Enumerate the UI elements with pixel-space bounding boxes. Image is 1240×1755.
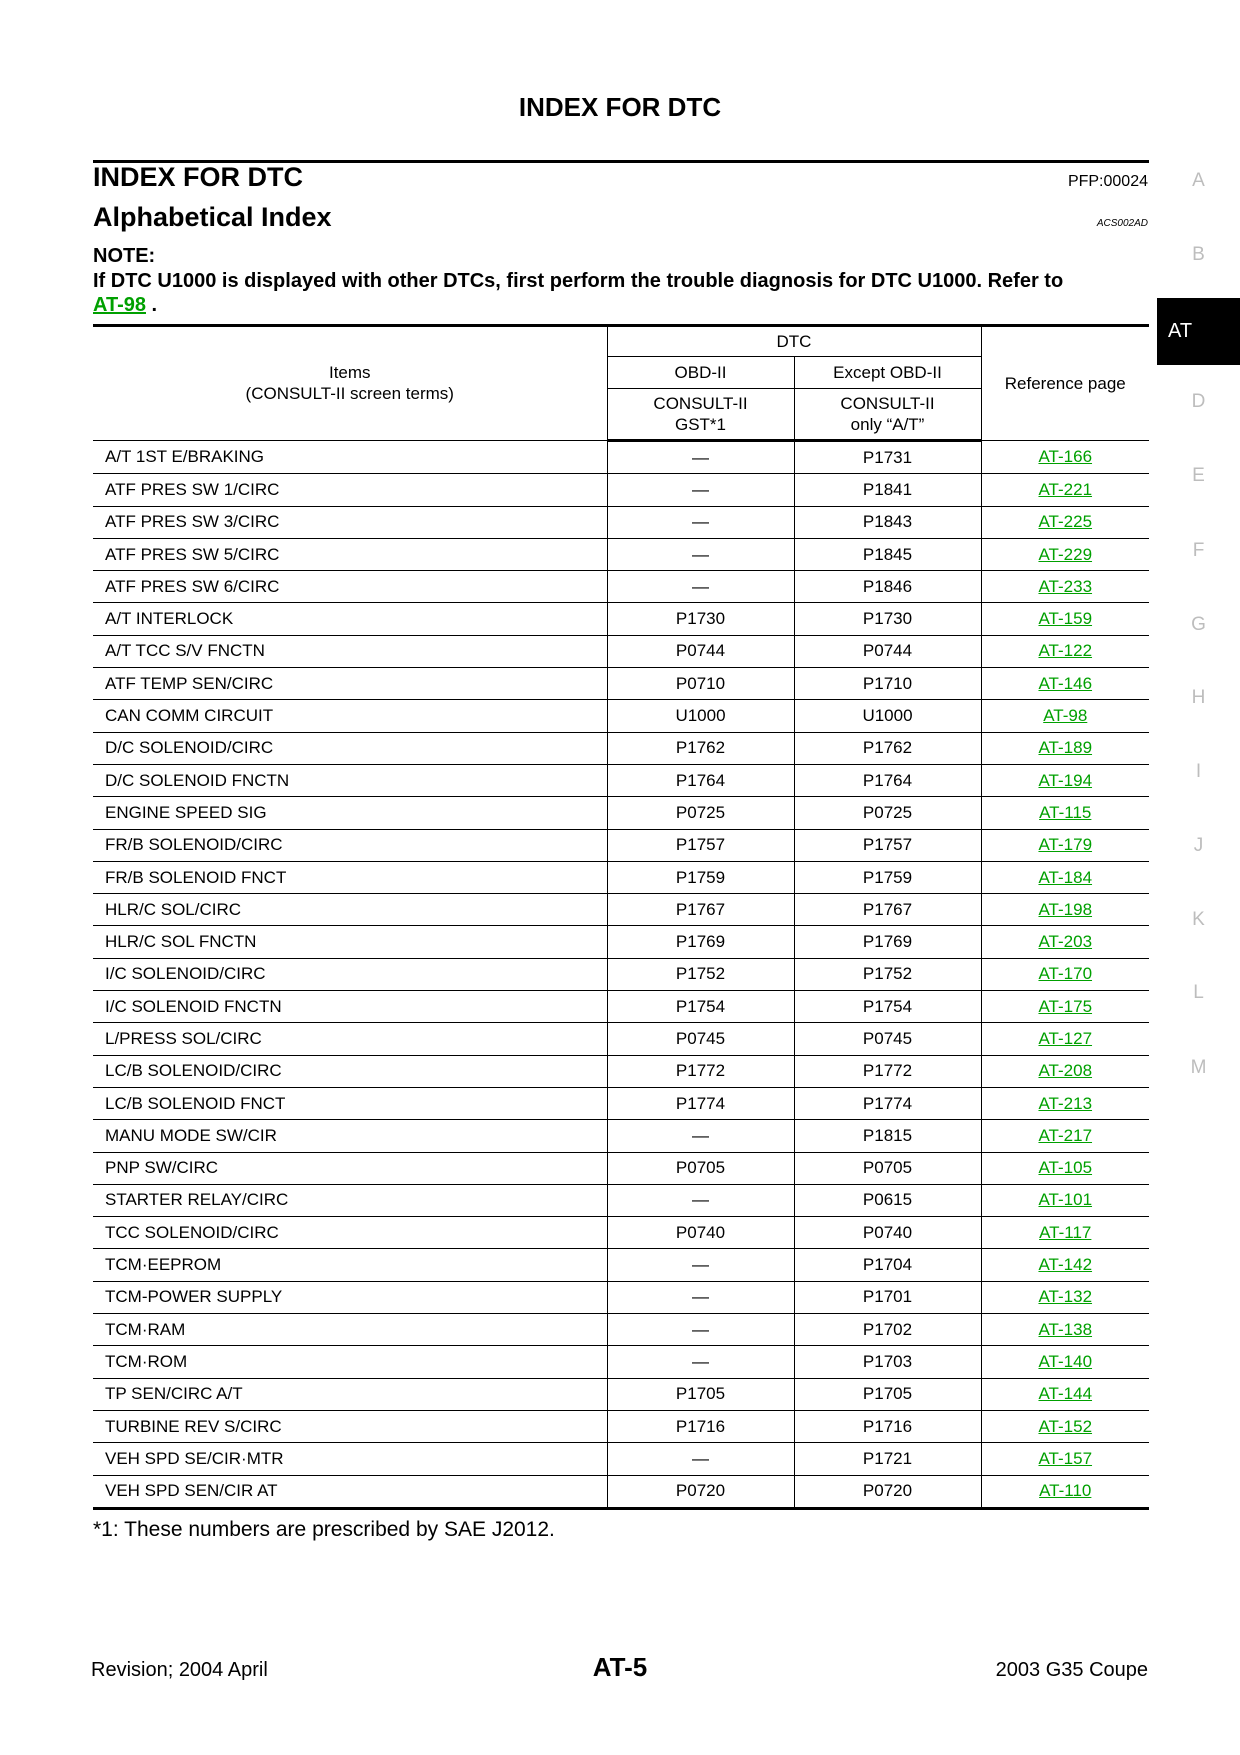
side-tab-f[interactable]: F — [1192, 540, 1205, 561]
table-row — [93, 764, 1149, 796]
reference-cell — [981, 958, 1149, 990]
except-obd-cell: P1705 — [794, 1378, 981, 1410]
except-obd-cell: P1764 — [794, 764, 981, 796]
obd-cell: P1716 — [607, 1410, 794, 1442]
obd-cell: P0705 — [607, 1152, 794, 1184]
except-obd-cell: P1730 — [794, 603, 981, 635]
header-reference: Reference page — [981, 326, 1149, 441]
note-text — [93, 269, 1153, 317]
side-tab-i[interactable]: I — [1195, 761, 1202, 782]
table-row — [93, 732, 1149, 764]
reference-link[interactable]: AT-184 — [1038, 867, 1093, 887]
table-row — [93, 506, 1149, 538]
item-cell: TCM·EEPROM — [93, 1249, 607, 1281]
except-obd-cell: P0615 — [794, 1184, 981, 1216]
reference-link[interactable]: AT-146 — [1038, 673, 1093, 693]
item-cell: FR/B SOLENOID FNCT — [93, 861, 607, 893]
table-row — [93, 1120, 1149, 1152]
reference-link[interactable]: AT-213 — [1038, 1093, 1093, 1113]
obd-cell: P0710 — [607, 668, 794, 700]
table-row — [93, 1249, 1149, 1281]
item-cell: VEH SPD SEN/CIR AT — [93, 1475, 607, 1508]
reference-cell — [981, 1023, 1149, 1055]
reference-cell — [981, 1410, 1149, 1442]
table-row — [93, 603, 1149, 635]
obd-cell: — — [607, 441, 794, 474]
item-cell: I/C SOLENOID/CIRC — [93, 958, 607, 990]
reference-link[interactable]: AT-217 — [1038, 1125, 1093, 1145]
reference-link[interactable]: AT-110 — [1039, 1481, 1092, 1501]
item-cell: ATF PRES SW 5/CIRC — [93, 538, 607, 570]
header-consult-gst-line2: GST*1 — [674, 415, 727, 434]
reference-cell — [981, 764, 1149, 796]
reference-cell — [981, 1346, 1149, 1378]
item-cell: A/T INTERLOCK — [93, 603, 607, 635]
table-row — [93, 1023, 1149, 1055]
except-obd-cell: P1767 — [794, 894, 981, 926]
reference-link[interactable]: AT-117 — [1039, 1222, 1092, 1242]
reference-cell — [981, 894, 1149, 926]
reference-link[interactable]: AT-194 — [1038, 770, 1093, 790]
table-row — [93, 894, 1149, 926]
footer-page-number: AT-5 — [592, 1652, 648, 1682]
item-cell: LC/B SOLENOID/CIRC — [93, 1055, 607, 1087]
obd-cell: — — [607, 474, 794, 506]
sub-title: Alphabetical Index — [93, 202, 332, 232]
section-title: INDEX FOR DTC — [93, 162, 304, 192]
table-row — [93, 441, 1149, 474]
except-obd-cell: P0745 — [794, 1023, 981, 1055]
item-cell: TCM·RAM — [93, 1314, 607, 1346]
reference-cell — [981, 829, 1149, 861]
reference-link[interactable]: AT-179 — [1038, 835, 1093, 855]
item-cell: A/T 1ST E/BRAKING — [93, 441, 607, 474]
obd-cell: P1705 — [607, 1378, 794, 1410]
table-row — [93, 1281, 1149, 1313]
doc-code: ACS002AD — [1096, 218, 1148, 229]
table-row — [93, 1475, 1149, 1508]
except-obd-cell: P1843 — [794, 506, 981, 538]
except-obd-cell: P0744 — [794, 635, 981, 667]
table-row — [93, 926, 1149, 958]
item-cell: PNP SW/CIRC — [93, 1152, 607, 1184]
header-consult-gst — [607, 389, 794, 441]
dtc-table-body — [93, 441, 1149, 1509]
reference-cell — [981, 1378, 1149, 1410]
except-obd-cell: P1757 — [794, 829, 981, 861]
reference-cell — [981, 635, 1149, 667]
except-obd-cell: P1731 — [794, 441, 981, 474]
table-row — [93, 700, 1149, 732]
reference-cell — [981, 797, 1149, 829]
except-obd-cell: P1846 — [794, 571, 981, 603]
except-obd-cell: P0720 — [794, 1475, 981, 1508]
note-after: . — [145, 294, 158, 316]
reference-link[interactable]: AT-142 — [1038, 1255, 1093, 1275]
reference-cell — [981, 700, 1149, 732]
obd-cell: — — [607, 1314, 794, 1346]
table-row — [93, 829, 1149, 861]
obd-cell: P1752 — [607, 958, 794, 990]
reference-link[interactable]: AT-140 — [1038, 1351, 1093, 1371]
footer-revision: Revision; 2004 April — [91, 1659, 268, 1681]
side-tab-a[interactable]: A — [1192, 170, 1205, 191]
item-cell: ENGINE SPEED SIG — [93, 797, 607, 829]
obd-cell: P1772 — [607, 1055, 794, 1087]
except-obd-cell: P0740 — [794, 1217, 981, 1249]
reference-link[interactable]: AT-221 — [1038, 479, 1093, 499]
page-header-title: INDEX FOR DTC — [518, 92, 722, 122]
reference-link[interactable]: AT-225 — [1038, 512, 1093, 532]
except-obd-cell: P1845 — [794, 538, 981, 570]
item-cell: TCM-POWER SUPPLY — [93, 1281, 607, 1313]
table-row — [93, 1217, 1149, 1249]
table-row — [93, 991, 1149, 1023]
header-consult-at-line2: only “A/T” — [850, 415, 925, 434]
reference-cell — [981, 571, 1149, 603]
header-consult-at-line1: CONSULT-II — [840, 394, 935, 413]
reference-link[interactable]: AT-98 — [1043, 706, 1088, 726]
reference-link[interactable]: AT-159 — [1038, 609, 1093, 629]
item-cell: VEH SPD SE/CIR·MTR — [93, 1443, 607, 1475]
obd-cell: — — [607, 538, 794, 570]
note-link[interactable]: AT-98 — [93, 294, 146, 316]
obd-cell: P1764 — [607, 764, 794, 796]
obd-cell: P0720 — [607, 1475, 794, 1508]
reference-link[interactable]: AT-105 — [1038, 1158, 1093, 1178]
item-cell: D/C SOLENOID FNCTN — [93, 764, 607, 796]
side-tab-m[interactable]: M — [1190, 1057, 1207, 1078]
item-cell: ATF TEMP SEN/CIRC — [93, 668, 607, 700]
except-obd-cell: P1752 — [794, 958, 981, 990]
side-tab-g[interactable]: G — [1191, 614, 1206, 635]
obd-cell: — — [607, 1443, 794, 1475]
reference-link[interactable]: AT-233 — [1038, 576, 1093, 596]
item-cell: I/C SOLENOID FNCTN — [93, 991, 607, 1023]
obd-cell: P1762 — [607, 732, 794, 764]
item-cell: CAN COMM CIRCUIT — [93, 700, 607, 732]
reference-cell — [981, 1087, 1149, 1119]
dtc-index-table — [93, 325, 1149, 1510]
reference-cell — [981, 1184, 1149, 1216]
table-row — [93, 635, 1149, 667]
reference-cell — [981, 668, 1149, 700]
table-row — [93, 1346, 1149, 1378]
except-obd-cell: P0705 — [794, 1152, 981, 1184]
except-obd-cell: P1701 — [794, 1281, 981, 1313]
item-cell: L/PRESS SOL/CIRC — [93, 1023, 607, 1055]
reference-cell — [981, 474, 1149, 506]
obd-cell: P1767 — [607, 894, 794, 926]
side-tab-d[interactable]: D — [1191, 391, 1206, 412]
reference-cell — [981, 1475, 1149, 1508]
obd-cell: P0725 — [607, 797, 794, 829]
reference-link[interactable]: AT-115 — [1039, 802, 1092, 822]
item-cell: STARTER RELAY/CIRC — [93, 1184, 607, 1216]
reference-cell — [981, 1281, 1149, 1313]
table-row — [93, 1152, 1149, 1184]
obd-cell: P0745 — [607, 1023, 794, 1055]
table-row — [93, 797, 1149, 829]
reference-link[interactable]: AT-198 — [1038, 899, 1093, 919]
except-obd-cell: U1000 — [794, 700, 981, 732]
item-cell: TURBINE REV S/CIRC — [93, 1410, 607, 1442]
obd-cell: P0740 — [607, 1217, 794, 1249]
header-except-obd: Except OBD-II — [794, 357, 981, 389]
note-label: NOTE: — [93, 245, 156, 267]
reference-cell — [981, 1152, 1149, 1184]
reference-cell — [981, 926, 1149, 958]
header-dtc: DTC — [607, 326, 981, 357]
reference-cell — [981, 1314, 1149, 1346]
reference-link[interactable]: AT-132 — [1038, 1287, 1093, 1307]
reference-link[interactable]: AT-189 — [1038, 738, 1093, 758]
item-cell: TCC SOLENOID/CIRC — [93, 1217, 607, 1249]
table-row — [93, 1087, 1149, 1119]
reference-cell — [981, 506, 1149, 538]
item-cell: ATF PRES SW 6/CIRC — [93, 571, 607, 603]
item-cell: HLR/C SOL/CIRC — [93, 894, 607, 926]
reference-cell — [981, 861, 1149, 893]
header-items — [93, 326, 607, 441]
reference-cell — [981, 991, 1149, 1023]
obd-cell: P1754 — [607, 991, 794, 1023]
header-consult-at — [794, 389, 981, 441]
header-consult-gst-line1: CONSULT-II — [653, 394, 748, 413]
except-obd-cell: P1762 — [794, 732, 981, 764]
except-obd-cell: P1716 — [794, 1410, 981, 1442]
except-obd-cell: P1721 — [794, 1443, 981, 1475]
reference-cell — [981, 1055, 1149, 1087]
item-cell: TP SEN/CIRC A/T — [93, 1378, 607, 1410]
except-obd-cell: P1754 — [794, 991, 981, 1023]
reference-cell — [981, 1443, 1149, 1475]
except-obd-cell: P1815 — [794, 1120, 981, 1152]
except-obd-cell: P1710 — [794, 668, 981, 700]
side-tab-k[interactable]: K — [1192, 909, 1205, 930]
item-cell: A/T TCC S/V FNCTN — [93, 635, 607, 667]
reference-link[interactable]: AT-144 — [1038, 1384, 1093, 1404]
table-row — [93, 571, 1149, 603]
obd-cell: P0744 — [607, 635, 794, 667]
side-tab-h[interactable]: H — [1191, 687, 1206, 708]
except-obd-cell: P1841 — [794, 474, 981, 506]
obd-cell: P1730 — [607, 603, 794, 635]
table-row — [93, 538, 1149, 570]
reference-link[interactable]: AT-122 — [1038, 641, 1093, 661]
item-cell: ATF PRES SW 1/CIRC — [93, 474, 607, 506]
item-cell: D/C SOLENOID/CIRC — [93, 732, 607, 764]
except-obd-cell: P0725 — [794, 797, 981, 829]
item-cell: HLR/C SOL FNCTN — [93, 926, 607, 958]
obd-cell: — — [607, 1184, 794, 1216]
reference-link[interactable]: AT-157 — [1038, 1448, 1093, 1468]
table-row — [93, 861, 1149, 893]
item-cell: FR/B SOLENOID/CIRC — [93, 829, 607, 861]
reference-cell — [981, 1217, 1149, 1249]
reference-cell — [981, 1120, 1149, 1152]
obd-cell: — — [607, 571, 794, 603]
side-tab-l[interactable]: L — [1193, 982, 1204, 1003]
reference-cell — [981, 1249, 1149, 1281]
table-row — [93, 1055, 1149, 1087]
table-row — [93, 1378, 1149, 1410]
item-cell: MANU MODE SW/CIR — [93, 1120, 607, 1152]
except-obd-cell: P1759 — [794, 861, 981, 893]
header-obd: OBD-II — [607, 357, 794, 389]
obd-cell: — — [607, 1346, 794, 1378]
table-row — [93, 668, 1149, 700]
reference-cell — [981, 538, 1149, 570]
reference-link[interactable]: AT-138 — [1038, 1319, 1093, 1339]
obd-cell: P1774 — [607, 1087, 794, 1119]
footnote: *1: These numbers are prescribed by SAE J2012. — [93, 1518, 555, 1541]
except-obd-cell: P1703 — [794, 1346, 981, 1378]
reference-link[interactable]: AT-208 — [1038, 1061, 1093, 1081]
reference-link[interactable]: AT-175 — [1038, 996, 1093, 1016]
obd-cell: P1757 — [607, 829, 794, 861]
reference-cell — [981, 441, 1149, 474]
side-tab-j[interactable]: J — [1193, 835, 1204, 856]
table-row — [93, 958, 1149, 990]
reference-link[interactable]: AT-166 — [1038, 447, 1093, 467]
reference-link[interactable]: AT-203 — [1038, 932, 1093, 952]
obd-cell: — — [607, 1120, 794, 1152]
obd-cell: — — [607, 1249, 794, 1281]
reference-link[interactable]: AT-152 — [1038, 1416, 1093, 1436]
footer-model: 2003 G35 Coupe — [995, 1659, 1148, 1681]
item-cell: LC/B SOLENOID FNCT — [93, 1087, 607, 1119]
except-obd-cell: P1772 — [794, 1055, 981, 1087]
except-obd-cell: P1774 — [794, 1087, 981, 1119]
reference-link[interactable]: AT-127 — [1038, 1028, 1093, 1048]
except-obd-cell: P1769 — [794, 926, 981, 958]
header-items-label: Items — [328, 363, 371, 382]
table-row — [93, 1410, 1149, 1442]
obd-cell: P1759 — [607, 861, 794, 893]
obd-cell: — — [607, 1281, 794, 1313]
header-items-sub: (CONSULT-II screen terms) — [245, 384, 454, 403]
reference-link[interactable]: AT-170 — [1038, 964, 1093, 984]
side-tab-e[interactable]: E — [1192, 465, 1205, 486]
item-cell: ATF PRES SW 3/CIRC — [93, 506, 607, 538]
obd-cell: — — [607, 506, 794, 538]
table-row — [93, 474, 1149, 506]
table-row — [93, 1443, 1149, 1475]
side-tab-b[interactable]: B — [1192, 244, 1205, 265]
item-cell: TCM·ROM — [93, 1346, 607, 1378]
table-row — [93, 1314, 1149, 1346]
table-row — [93, 1184, 1149, 1216]
reference-cell — [981, 732, 1149, 764]
pfp-code: PFP:00024 — [1067, 173, 1148, 190]
except-obd-cell: P1704 — [794, 1249, 981, 1281]
note-body-text: If DTC U1000 is displayed with other DTCs, first perform the trouble diagnosis for DTC U1000. Refer to — [93, 270, 1064, 292]
side-tab-at[interactable]: AT — [1157, 298, 1240, 365]
except-obd-cell: P1702 — [794, 1314, 981, 1346]
obd-cell: U1000 — [607, 700, 794, 732]
reference-link[interactable]: AT-101 — [1038, 1190, 1093, 1210]
reference-link[interactable]: AT-229 — [1038, 544, 1093, 564]
reference-cell — [981, 603, 1149, 635]
obd-cell: P1769 — [607, 926, 794, 958]
